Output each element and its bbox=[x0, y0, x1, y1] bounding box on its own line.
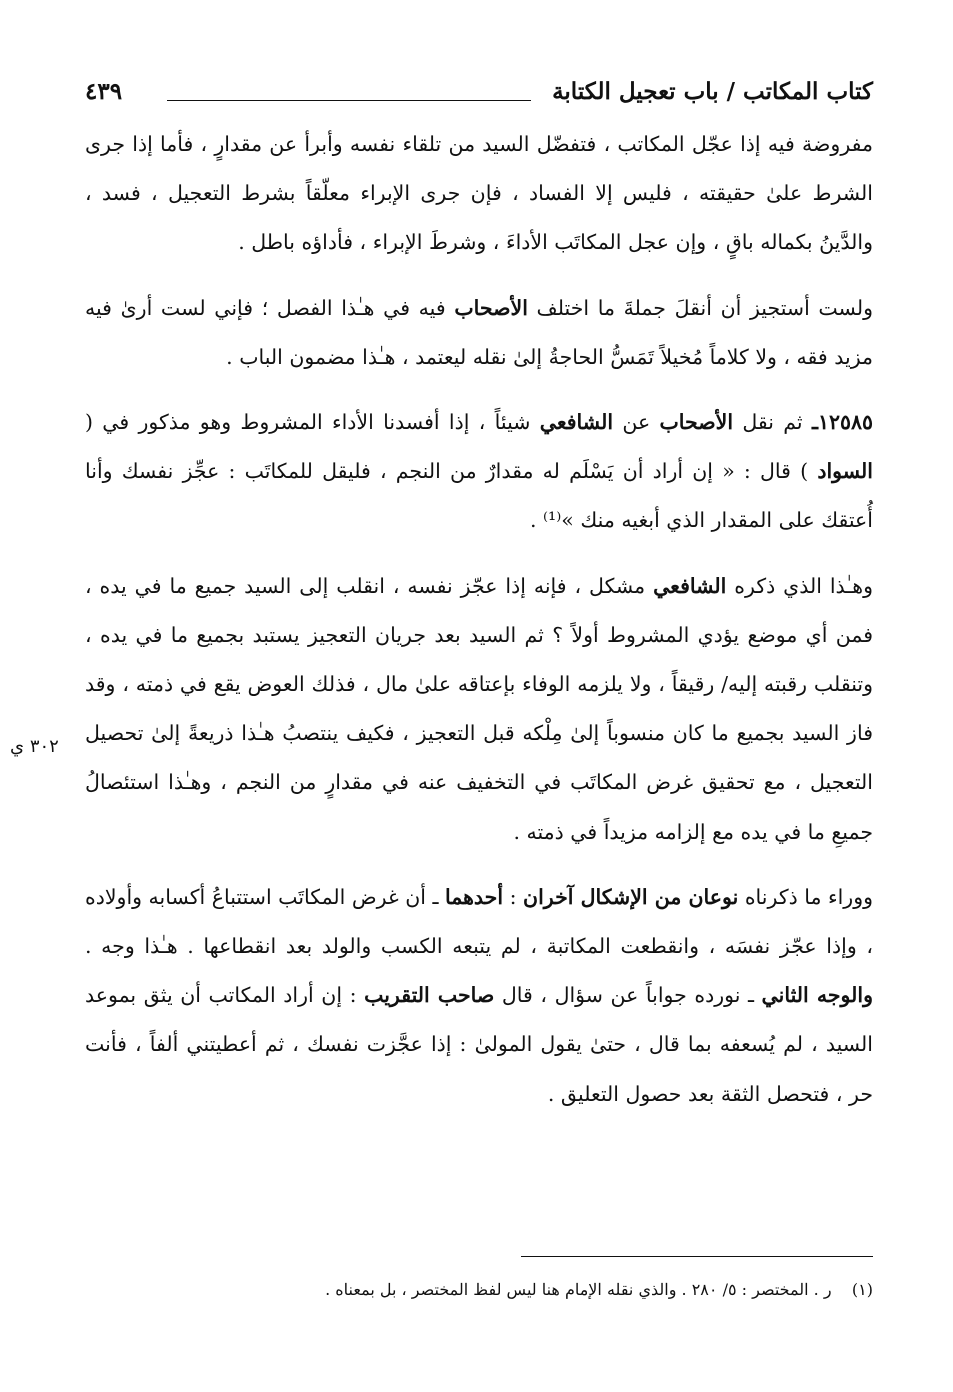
text-run: ـ نورده جواباً عن سؤال ، قال bbox=[494, 983, 762, 1008]
page-number: ٤٣٩ bbox=[85, 78, 123, 105]
bold-run: الأصحاب bbox=[659, 410, 734, 435]
bold-run: السواد bbox=[817, 459, 873, 484]
header-rule bbox=[167, 100, 531, 101]
text-run: مشكل ، فإنه إذا عجّز نفسه ، انقلب إلى السيد جميع ما في يده ، فمن أي موضع يؤدي المشروط أولاً ؟ ثم السيد بعد جريان التعجيز يستبد بجميع ما في يده ، وتنقلب رقبته إليه/ رقيقاً ، ولا يلزمه الوفاء بإعتاقه علىٰ مال ، فذلك العوض يقع في ذمته ، وقد فاز السيد بجميع ما كان منسوباً إلىٰ مِلْكه قبل التعجيز ، فكيف ينتصبُ هـٰذا ذريعةً إلىٰ تحصيل التعجيل ، مع تحقيق غرض المكاتَب في التخفيف عنه في مقدارٍ من النجم ، وهـٰذا استئصالُ جميعِ ما في يده مع إلزامه مزيداً في ذمته . bbox=[85, 573, 873, 844]
running-title: كتاب المكاتب / باب تعجيل الكتابة bbox=[552, 78, 873, 105]
text-run: ووراء ما ذكرناه bbox=[738, 884, 873, 909]
text-run: ) قال : « إن أراد أن يَسْلَم له مقدارٌ من النجم ، فليقل للمكاتَب : عجِّز نفسك وأنا أُعتقك على المقدار الذي أبغيه منك »⁽¹⁾ . bbox=[85, 459, 873, 533]
bold-run: والوجه الثاني bbox=[761, 983, 873, 1008]
bold-run: الأصحاب bbox=[454, 295, 528, 320]
footnote-text: ر . المختصر : ٥/ ٢٨٠ . والذي نقله الإمام هنا ليس لفظ المختصر ، بل بمعناه . bbox=[325, 1280, 832, 1299]
text-run: : bbox=[503, 884, 524, 909]
bold-run: أحدهما bbox=[445, 884, 504, 909]
paragraph bbox=[85, 284, 873, 382]
text-run: فيه في هـٰذا الفصل ؛ فإني لست أرىٰ فيه مزيد فقه ، ولا كلاماً مُخيلاً تَمَسُّ الحاجةُ إلىٰ نقله ليعتمد ، هـٰذا مضمون الباب . bbox=[85, 295, 873, 369]
body-text bbox=[85, 120, 873, 1119]
text-run: عن bbox=[613, 410, 660, 435]
paragraph bbox=[85, 398, 873, 546]
bold-run: الشافعي bbox=[653, 573, 727, 598]
text-run: وهـٰذا الذي ذكره bbox=[726, 573, 873, 598]
text-run: مفروضة فيه إذا عجّل المكاتب ، فتفضّل السيد من تلقاء نفسه وأبرأ عن مقدارٍ ، فأما إذا جرى الشرط علىٰ حقيقته ، فليس إلا الفساد ، فإن جرى الإبراء معلّقاً بشرط التعجيل ، فسد ، والدَّينُ بكماله باقٍ ، وإن عجل المكاتَب الأداءَ ، وشرطَ الإبراء ، فأداؤه باطل . bbox=[85, 132, 873, 255]
bold-run: صاحب التقريب bbox=[364, 983, 495, 1008]
text-run: : إن أراد المكاتب أن يثق بموعد السيد ، لم يُسعفه بما قال ، حتىٰ يقول المولىٰ : إذا عجَّزت نفسك ، ثم أعطيتني ألفاً ، فأنت حر ، فتحصل الثقة بعد حصول التعليق . bbox=[85, 983, 873, 1106]
paragraph bbox=[85, 120, 873, 268]
footnote-marker: (١) bbox=[851, 1280, 873, 1299]
bold-run: نوعان من الإشكال آخران bbox=[523, 884, 739, 909]
text-run: ولست أستجيز أن أنقلَ جملةَ ما اختلف bbox=[527, 295, 873, 320]
margin-manuscript-ref: ٣٠٢ ي bbox=[10, 736, 59, 757]
bold-run: ١٢٥٨٥ـ bbox=[811, 410, 874, 435]
footnote bbox=[83, 1280, 873, 1299]
text-run: شيئاً ، إذا أفسدنا الأداء المشروط وهو مذكور في ( bbox=[85, 410, 540, 435]
page-header bbox=[85, 74, 873, 120]
paragraph bbox=[85, 873, 873, 1119]
paragraph bbox=[85, 562, 873, 857]
text-run: ثم نقل bbox=[733, 410, 812, 435]
bold-run: الشافعي bbox=[539, 410, 614, 435]
footnote-rule bbox=[521, 1256, 873, 1257]
text-run: ـ أن غرض المكاتَب استتباعُ أكسابه وأولاده ، وإذا عجّز نفسَه ، وانقطعت المكاتبة ، لم يتبعه الكسب والولد بعد انقطاعها . هـٰذا وجه . bbox=[84, 884, 873, 959]
